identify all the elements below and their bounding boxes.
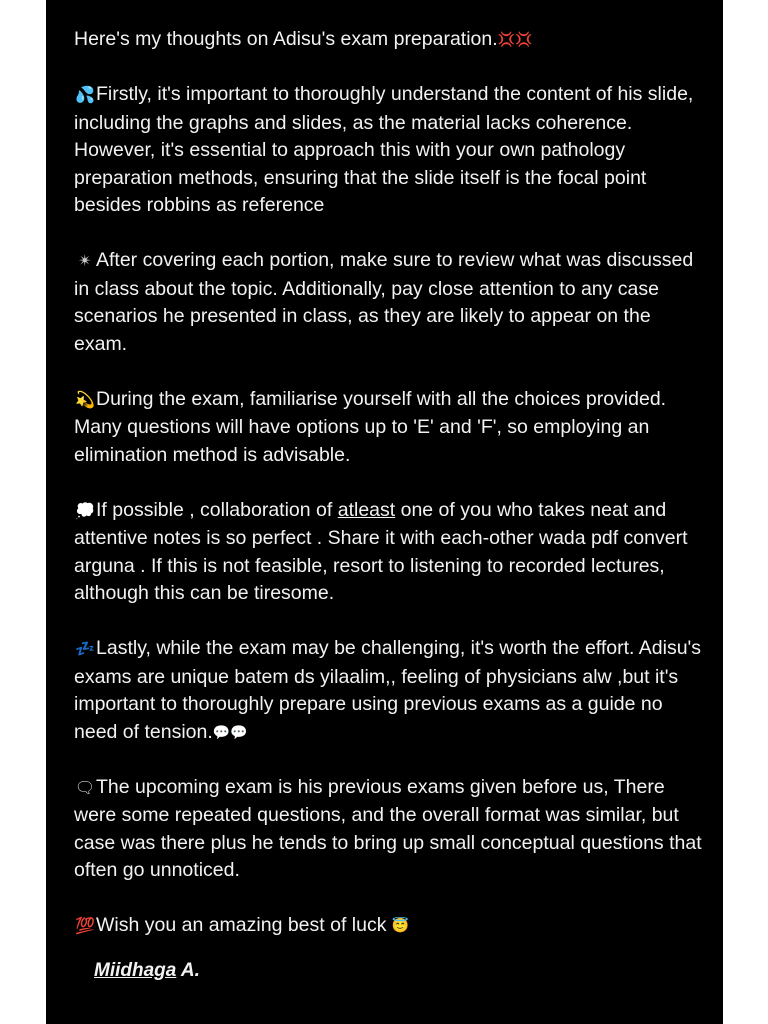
zzz-icon: 💤 xyxy=(75,641,95,658)
speech-balloon-icon: 💬💬 xyxy=(212,723,248,740)
note-heading xyxy=(74,26,704,54)
hundred-points-icon: 💯 xyxy=(75,918,95,935)
paragraph-exam-tip xyxy=(74,386,704,470)
underlined-word: atleast xyxy=(337,498,396,521)
paragraph-text: After covering each portion, make sure to review what was discussed in class about the topic. Additionally, pay close attention to any case scenarios he presented in class, as they are likely to appear on the exam. xyxy=(74,249,694,355)
dizzy-icon: 💫 xyxy=(75,391,95,409)
note-content xyxy=(74,26,704,968)
paragraph-text: If possible , collaboration of xyxy=(96,498,338,521)
paragraph-review-tip xyxy=(74,247,704,358)
paragraph-good-luck xyxy=(74,912,704,941)
thought-bubble-icon: 💭 xyxy=(75,502,95,520)
paragraph-closing-tip xyxy=(74,635,704,746)
paragraph-text: Firstly, it's important to thoroughly understand the content of his slide, including the graphs and slides, as the material lacks coherence. However, it's essential to approach this with your own pathology preparation methods, ensuring that the slide itself is the focal point besides robbins as reference xyxy=(74,83,694,216)
paragraph-upcoming-exam xyxy=(74,774,704,885)
paragraph-notes-tip xyxy=(74,497,704,608)
paragraph-text: Lastly, while the exam may be challenging, it's worth the effort. Adisu's exams are unique batem ds yilaalim,, feeling of physicians alw ,but it's important to thoroughly prepare using previous exams as a guide no need of tension. xyxy=(74,637,702,743)
paragraph-text: The upcoming exam is his previous exams given before us, There were some repeated questions, and the overall format was similar, but case was there plus he tends to bring up small conceptual questions that often go unnoticed. xyxy=(74,775,702,881)
note-page xyxy=(46,0,723,1024)
signature-first-name: Miidhaga xyxy=(94,960,177,981)
halo-face-icon: 😇 xyxy=(391,917,410,933)
signature-last-initial: A. xyxy=(180,960,200,981)
speech-bubble-icon: 🗨 xyxy=(74,779,96,797)
anger-symbol-icon: 💢💢 xyxy=(497,31,533,47)
droplets-icon: 💦 xyxy=(75,87,95,104)
paragraph-text: During the exam, familiarise yourself with all the choices provided. Many questions will have options up to 'E' and 'F', so employing an elimination method is advisable. xyxy=(74,387,667,466)
paragraph-text: Wish you an amazing best of luck xyxy=(96,914,387,936)
sparkle-icon: ✴ xyxy=(78,253,92,270)
paragraph-content-tip xyxy=(74,81,704,220)
signature xyxy=(94,960,200,982)
heading-text: Here's my thoughts on Adisu's exam preparation. xyxy=(74,28,498,50)
paragraph-text: one of you who takes neat and attentive notes is so perfect . Share it with each-other wada pdf convert arguna . If this is not feasible, resort to listening to recorded lectures, although this can be tiresome. xyxy=(74,498,688,604)
